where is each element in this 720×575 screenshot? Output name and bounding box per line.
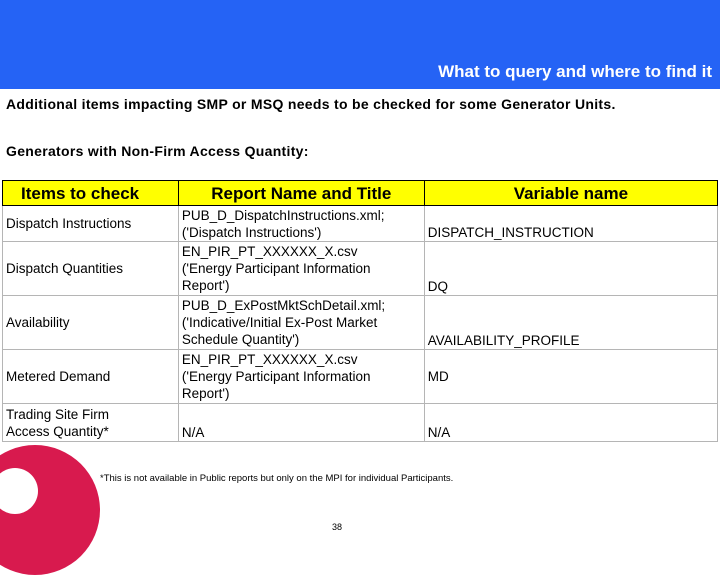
report-line: Schedule Quantity') [181, 332, 300, 347]
variable-cell: AVAILABILITY_PROFILE [424, 296, 717, 350]
header-variable-name: Variable name [424, 181, 717, 206]
variable-cell: MD [424, 350, 717, 404]
intro-text: Additional items impacting SMP or MSQ needs to be checked for some Generator Units. [6, 96, 616, 112]
report-cell [178, 350, 424, 404]
report-line: PUB_D_DispatchInstructions.xml; [181, 207, 385, 223]
header-bar [0, 0, 720, 89]
report-line: ('Energy Participant Information [181, 261, 371, 276]
items-table [2, 180, 718, 442]
report-line: EN_PIR_PT_XXXXXX_X.csv [181, 352, 358, 367]
report-line: Report') [181, 278, 230, 293]
table-row [3, 350, 718, 404]
variable-cell: DISPATCH_INSTRUCTION [424, 206, 717, 242]
table-header-row [3, 181, 718, 206]
report-cell [178, 296, 424, 350]
item-cell [3, 404, 179, 442]
ring-logo [0, 445, 100, 575]
page-title: What to query and where to find it [438, 62, 712, 81]
item-line: Trading Site Firm [6, 406, 110, 422]
report-line: ('Dispatch Instructions') [181, 224, 322, 240]
ring-logo-hole [0, 468, 38, 514]
variable-cell: N/A [424, 404, 717, 442]
item-cell: Metered Demand [3, 350, 179, 404]
item-cell: Dispatch Instructions [3, 206, 179, 242]
item-line: Access Quantity* [6, 423, 109, 439]
header-report-name: Report Name and Title [178, 181, 424, 206]
report-cell [178, 206, 424, 242]
report-cell: N/A [178, 404, 424, 442]
item-cell: Availability [3, 296, 179, 350]
report-cell [178, 242, 424, 296]
footnote: *This is not available in Public reports but only on the MPI for individual Participants. [100, 473, 454, 484]
table-row [3, 404, 718, 442]
report-line: PUB_D_ExPostMktSchDetail.xml; [181, 298, 386, 313]
subheading: Generators with Non-Firm Access Quantity: [6, 143, 309, 159]
report-line: EN_PIR_PT_XXXXXX_X.csv [181, 244, 358, 259]
item-cell: Dispatch Quantities [3, 242, 179, 296]
report-line: Report') [181, 386, 230, 401]
table-row [3, 206, 718, 242]
table-row [3, 296, 718, 350]
variable-cell: DQ [424, 242, 717, 296]
header-items-to-check: Items to check [3, 181, 179, 206]
page-number: 38 [332, 522, 343, 532]
report-line: ('Indicative/Initial Ex-Post Market [181, 315, 378, 330]
table-row [3, 242, 718, 296]
report-line: ('Energy Participant Information [181, 369, 371, 384]
